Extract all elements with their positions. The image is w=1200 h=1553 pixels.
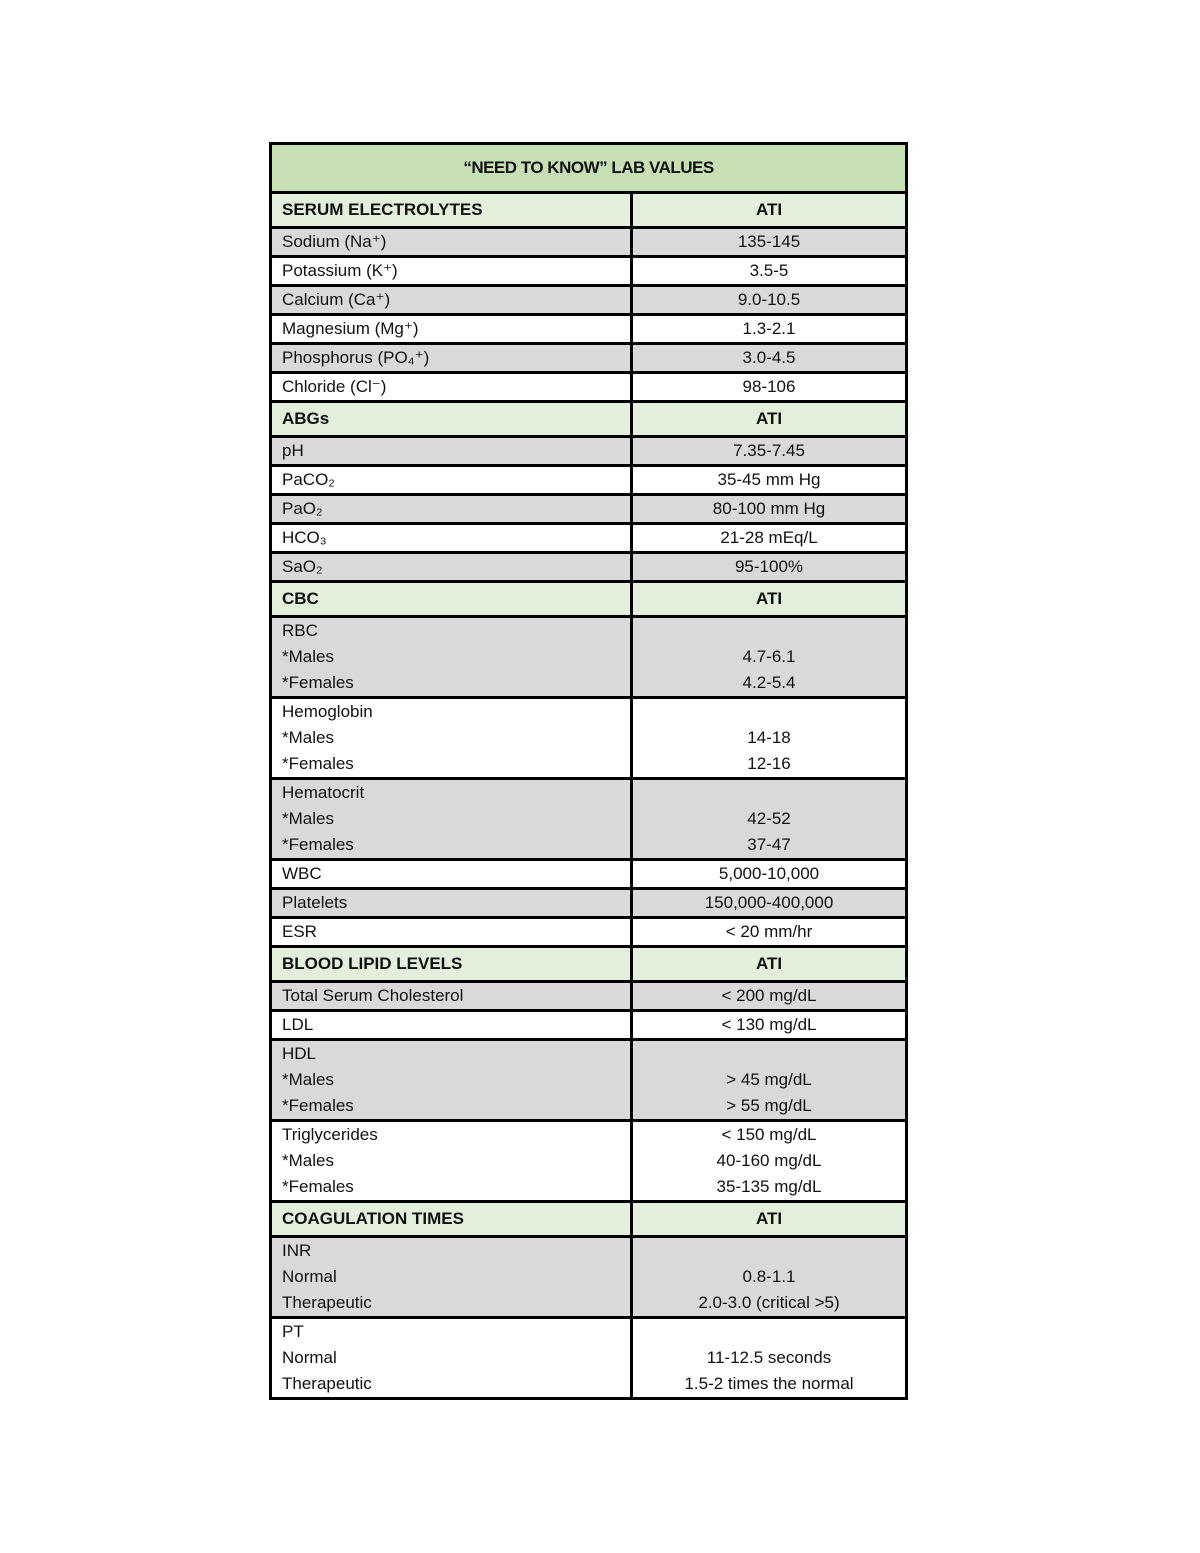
label-line: *Males: [282, 1070, 334, 1089]
table-row: [271, 698, 907, 779]
table-row: [271, 373, 907, 402]
value-line: 95-100%: [734, 557, 804, 576]
value-line: [643, 1238, 895, 1264]
lab-values-body: [271, 144, 907, 1399]
value-line: > 55 mg/dL: [726, 1096, 812, 1115]
label-line: *Males: [282, 1151, 334, 1170]
table-row: [271, 466, 907, 495]
lab-test-name: [271, 617, 632, 698]
value-line: 5,000-10,000: [718, 864, 820, 883]
value-line: 150,000-400,000: [704, 893, 834, 912]
value-line: 98-106: [742, 377, 796, 396]
value-line: < 130 mg/dL: [721, 1015, 817, 1034]
value-line: [643, 1041, 895, 1067]
lab-test-name: [271, 918, 632, 947]
label-line: WBC: [282, 864, 322, 883]
table-row: [271, 779, 907, 860]
label-line: Normal: [282, 1267, 337, 1286]
value-line: 21-28 mEq/L: [720, 528, 818, 547]
lab-test-name: [271, 495, 632, 524]
label-line: *Females: [282, 673, 354, 692]
lab-values-table: [269, 142, 908, 1400]
label-line: *Females: [282, 1096, 354, 1115]
table-row: [271, 1121, 907, 1202]
value-line: 80-100 mm Hg: [712, 499, 826, 518]
lab-test-name: [271, 1318, 632, 1399]
lab-test-name: [271, 257, 632, 286]
label-line: Therapeutic: [282, 1374, 372, 1393]
title-row: [271, 144, 907, 193]
label-line: Calcium (Ca⁺): [282, 290, 391, 309]
lab-test-value: [632, 373, 907, 402]
value-line: [643, 780, 895, 806]
lab-test-value: [632, 779, 907, 860]
label-line: PaO₂: [282, 499, 323, 518]
table-row: [271, 228, 907, 257]
label-line: Normal: [282, 1348, 337, 1367]
lab-test-value: [632, 698, 907, 779]
table-row: [271, 553, 907, 582]
value-line: 1.5-2 times the normal: [684, 1374, 854, 1393]
lab-test-name: [271, 344, 632, 373]
table-row: [271, 286, 907, 315]
value-line: < 20 mm/hr: [725, 922, 813, 941]
section-value-header: ATI: [632, 193, 907, 228]
label-line: RBC: [282, 621, 318, 640]
lab-test-value: [632, 495, 907, 524]
lab-test-name: [271, 1011, 632, 1040]
section-header-coagulation-times: [271, 1202, 907, 1237]
value-line: 3.0-4.5: [742, 348, 796, 367]
value-line: 40-160 mg/dL: [716, 1151, 822, 1170]
lab-test-name: [271, 315, 632, 344]
label-line: Total Serum Cholesterol: [282, 986, 464, 1005]
lab-test-value: [632, 257, 907, 286]
lab-test-name: [271, 779, 632, 860]
label-line: Sodium (Na⁺): [282, 232, 387, 251]
page-title: “NEED TO KNOW” LAB VALUES: [271, 144, 907, 193]
value-line: 14-18: [747, 728, 791, 747]
lab-test-value: [632, 315, 907, 344]
label-line: SaO₂: [282, 557, 323, 576]
section-title: COAGULATION TIMES: [271, 1202, 632, 1237]
table-row: [271, 918, 907, 947]
value-line: 35-135 mg/dL: [716, 1177, 822, 1196]
section-header-serum-electrolytes: [271, 193, 907, 228]
value-line: < 150 mg/dL: [721, 1125, 817, 1144]
lab-test-value: [632, 344, 907, 373]
section-value-header: ATI: [632, 402, 907, 437]
lab-test-name: [271, 373, 632, 402]
label-line: Triglycerides: [282, 1125, 378, 1144]
lab-test-name: [271, 889, 632, 918]
label-line: *Males: [282, 647, 334, 666]
lab-test-name: [271, 524, 632, 553]
value-line: 4.7-6.1: [742, 647, 796, 666]
lab-test-name: [271, 1237, 632, 1318]
label-line: PaCO₂: [282, 470, 335, 489]
label-line: LDL: [282, 1015, 314, 1034]
label-line: Hematocrit: [282, 783, 365, 802]
value-line: 7.35-7.45: [733, 441, 805, 460]
value-line: [643, 699, 895, 725]
lab-test-value: [632, 1040, 907, 1121]
section-title: BLOOD LIPID LEVELS: [271, 947, 632, 982]
label-line: *Males: [282, 728, 334, 747]
lab-test-value: [632, 466, 907, 495]
label-line: *Females: [282, 835, 354, 854]
lab-test-value: [632, 1011, 907, 1040]
section-header-cbc: [271, 582, 907, 617]
value-line: > 45 mg/dL: [726, 1070, 812, 1089]
section-value-header: ATI: [632, 947, 907, 982]
value-line: 42-52: [747, 809, 791, 828]
lab-test-value: [632, 889, 907, 918]
table-row: [271, 1011, 907, 1040]
lab-test-value: [632, 918, 907, 947]
value-line: [643, 1319, 895, 1345]
table-row: [271, 1040, 907, 1121]
table-row: [271, 617, 907, 698]
lab-test-name: [271, 553, 632, 582]
table-row: [271, 524, 907, 553]
table-row: [271, 982, 907, 1011]
label-line: Hemoglobin: [282, 702, 373, 721]
table-row: [271, 437, 907, 466]
section-value-header: ATI: [632, 1202, 907, 1237]
label-line: Therapeutic: [282, 1293, 372, 1312]
table-row: [271, 889, 907, 918]
value-line: [643, 618, 895, 644]
section-title: CBC: [271, 582, 632, 617]
value-line: < 200 mg/dL: [721, 986, 817, 1005]
table-row: [271, 1318, 907, 1399]
section-title: SERUM ELECTROLYTES: [271, 193, 632, 228]
value-line: 0.8-1.1: [742, 1267, 796, 1286]
lab-test-value: [632, 860, 907, 889]
label-line: INR: [282, 1241, 312, 1260]
value-line: 135-145: [737, 232, 801, 251]
section-value-header: ATI: [632, 582, 907, 617]
lab-test-name: [271, 698, 632, 779]
lab-test-name: [271, 982, 632, 1011]
lab-test-value: [632, 1318, 907, 1399]
value-line: 9.0-10.5: [737, 290, 801, 309]
lab-test-value: [632, 553, 907, 582]
lab-test-name: [271, 466, 632, 495]
table-row: [271, 257, 907, 286]
label-line: HCO₃: [282, 528, 327, 547]
value-line: 37-47: [747, 835, 791, 854]
lab-test-name: [271, 437, 632, 466]
label-line: *Females: [282, 1177, 354, 1196]
lab-test-value: [632, 982, 907, 1011]
label-line: HDL: [282, 1044, 317, 1063]
lab-test-name: [271, 286, 632, 315]
label-line: Chloride (Cl⁻): [282, 377, 387, 396]
table-row: [271, 344, 907, 373]
table-row: [271, 495, 907, 524]
lab-test-name: [271, 1121, 632, 1202]
section-header-abgs: [271, 402, 907, 437]
lab-test-name: [271, 228, 632, 257]
label-line: PT: [282, 1322, 304, 1341]
value-line: 3.5-5: [749, 261, 789, 280]
lab-test-value: [632, 228, 907, 257]
table-row: [271, 1237, 907, 1318]
table-row: [271, 315, 907, 344]
label-line: Phosphorus (PO₄⁺): [282, 348, 430, 367]
lab-test-name: [271, 860, 632, 889]
label-line: *Males: [282, 809, 334, 828]
lab-test-value: [632, 617, 907, 698]
value-line: 2.0-3.0 (critical >5): [698, 1293, 840, 1312]
value-line: 1.3-2.1: [742, 319, 796, 338]
value-line: 4.2-5.4: [742, 673, 796, 692]
label-line: *Females: [282, 754, 354, 773]
value-line: 11-12.5 seconds: [706, 1348, 832, 1367]
label-line: pH: [282, 441, 304, 460]
lab-test-name: [271, 1040, 632, 1121]
section-title: ABGs: [271, 402, 632, 437]
label-line: Platelets: [282, 893, 348, 912]
label-line: ESR: [282, 922, 317, 941]
lab-test-value: [632, 1237, 907, 1318]
table-row: [271, 860, 907, 889]
lab-test-value: [632, 437, 907, 466]
label-line: Magnesium (Mg⁺): [282, 319, 419, 338]
value-line: 12-16: [747, 754, 791, 773]
lab-test-value: [632, 524, 907, 553]
lab-test-value: [632, 1121, 907, 1202]
lab-test-value: [632, 286, 907, 315]
value-line: 35-45 mm Hg: [717, 470, 821, 489]
section-header-blood-lipid-levels: [271, 947, 907, 982]
label-line: Potassium (K⁺): [282, 261, 398, 280]
